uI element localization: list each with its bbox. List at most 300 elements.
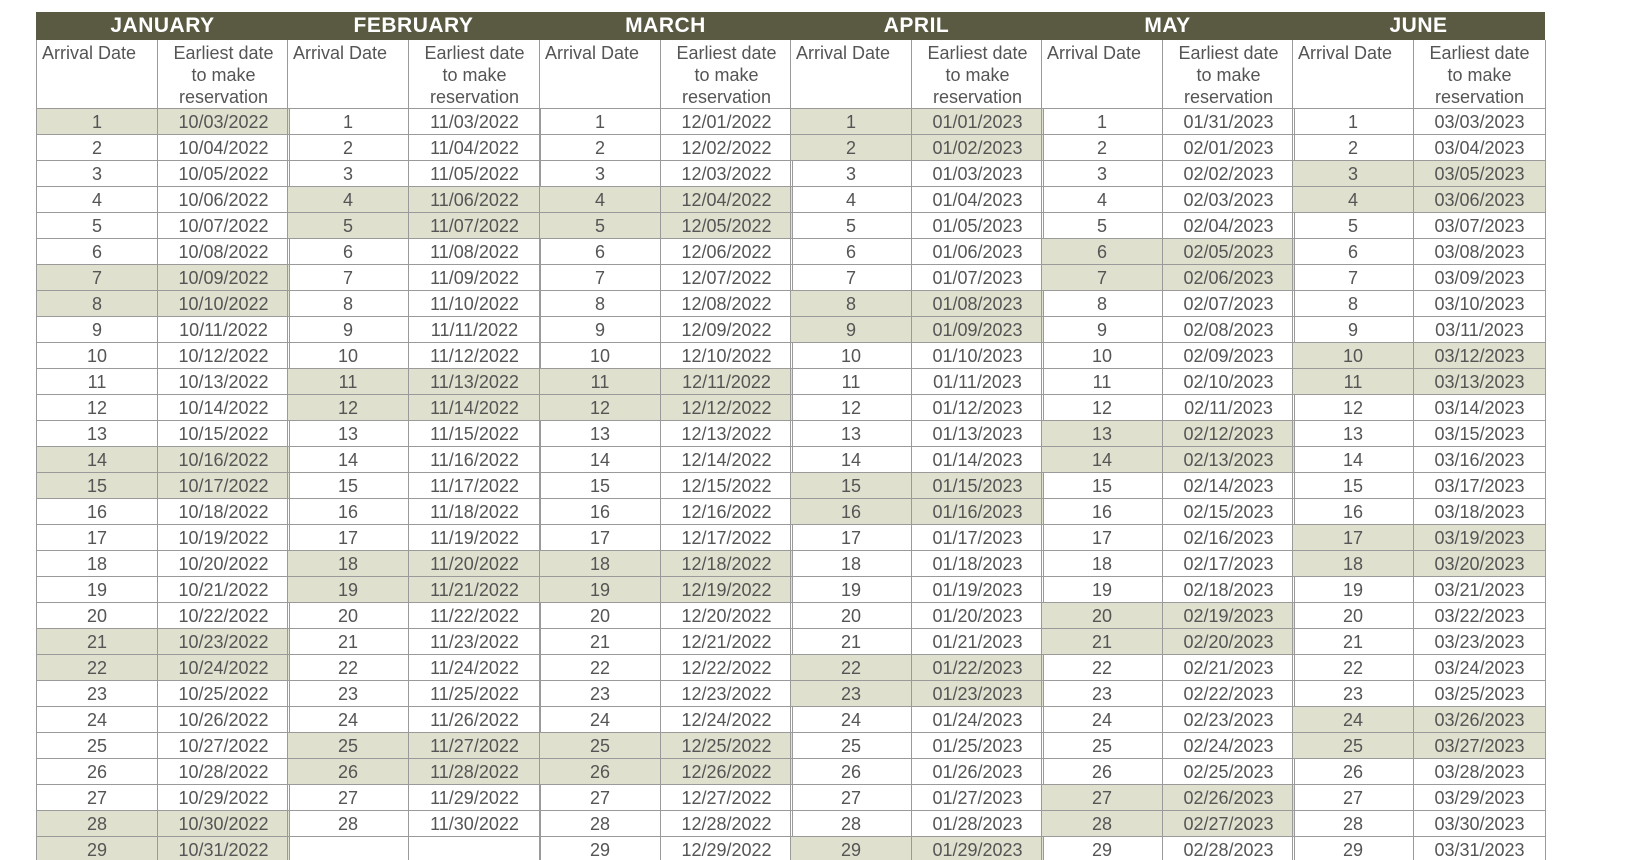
- arrival-day-cell: 19: [1042, 577, 1163, 603]
- earliest-label-line: to make: [694, 65, 759, 85]
- table-row: [1293, 343, 1546, 369]
- arrival-day-cell: 13: [288, 421, 409, 447]
- table-row: [1293, 395, 1546, 421]
- earliest-date-cell: 12/14/2022: [661, 447, 793, 473]
- month-header: FEBRUARY: [287, 12, 540, 40]
- earliest-date-cell: 11/20/2022: [409, 551, 541, 577]
- arrival-day-cell: 27: [37, 785, 158, 811]
- table-row: [791, 837, 1044, 860]
- arrival-day-cell: 7: [540, 265, 661, 291]
- table-row: [288, 109, 541, 135]
- arrival-date-label: Arrival Date: [293, 43, 388, 63]
- earliest-date-cell: 10/17/2022: [158, 473, 290, 499]
- arrival-day-cell: 3: [1042, 161, 1163, 187]
- table-row: [791, 291, 1044, 317]
- arrival-day-cell: 11: [1042, 369, 1163, 395]
- table-row: [791, 343, 1044, 369]
- arrival-day-cell: 12: [288, 395, 409, 421]
- earliest-date-cell: 11/15/2022: [409, 421, 541, 447]
- month-march: [539, 12, 792, 860]
- table-row: [37, 603, 290, 629]
- earliest-date-cell: 01/19/2023: [912, 577, 1044, 603]
- month-february: [287, 12, 540, 860]
- arrival-date-header: [791, 40, 912, 109]
- earliest-date-cell: 12/01/2022: [661, 109, 793, 135]
- month-june: [1292, 12, 1545, 860]
- arrival-day-cell: 29: [1042, 837, 1163, 860]
- table-row: [1293, 525, 1546, 551]
- earliest-date-cell: 12/27/2022: [661, 785, 793, 811]
- table-row: [1042, 577, 1295, 603]
- earliest-date-cell: 03/04/2023: [1414, 135, 1546, 161]
- earliest-date-cell: 01/24/2023: [912, 707, 1044, 733]
- table-row: [1293, 577, 1546, 603]
- earliest-date-cell: 11/04/2022: [409, 135, 541, 161]
- earliest-date-cell: 12/05/2022: [661, 213, 793, 239]
- table-row: [791, 473, 1044, 499]
- table-row: [288, 213, 541, 239]
- arrival-day-cell: 27: [1042, 785, 1163, 811]
- arrival-date-label: Arrival Date: [545, 43, 640, 63]
- table-row: [540, 447, 793, 473]
- arrival-day-cell: 8: [791, 291, 912, 317]
- month-table: [1292, 40, 1546, 860]
- earliest-date-cell: 02/25/2023: [1163, 759, 1295, 785]
- table-row: [288, 473, 541, 499]
- arrival-day-cell: 24: [540, 707, 661, 733]
- table-row: [1042, 759, 1295, 785]
- earliest-date-cell: 03/28/2023: [1414, 759, 1546, 785]
- earliest-date-cell: 01/05/2023: [912, 213, 1044, 239]
- table-row: [37, 473, 290, 499]
- arrival-day-cell: 17: [791, 525, 912, 551]
- earliest-date-cell: 03/18/2023: [1414, 499, 1546, 525]
- arrival-day-cell: 11: [288, 369, 409, 395]
- arrival-day-cell: 14: [540, 447, 661, 473]
- table-row: [791, 577, 1044, 603]
- earliest-date-cell: 02/17/2023: [1163, 551, 1295, 577]
- arrival-day-cell: 19: [1293, 577, 1414, 603]
- earliest-date-cell: 02/20/2023: [1163, 629, 1295, 655]
- table-row: [37, 317, 290, 343]
- column-header-row: [791, 40, 1044, 109]
- arrival-day-cell: 9: [791, 317, 912, 343]
- earliest-date-cell: 10/29/2022: [158, 785, 290, 811]
- arrival-day-cell: 24: [288, 707, 409, 733]
- arrival-day-cell: 9: [288, 317, 409, 343]
- earliest-date-cell: 12/25/2022: [661, 733, 793, 759]
- earliest-date-cell: 02/05/2023: [1163, 239, 1295, 265]
- arrival-date-header: [540, 40, 661, 109]
- table-row: [791, 395, 1044, 421]
- table-row: [37, 707, 290, 733]
- earliest-label-line: reservation: [178, 87, 269, 107]
- arrival-day-cell: 3: [791, 161, 912, 187]
- arrival-day-cell: 26: [540, 759, 661, 785]
- table-row: [540, 109, 793, 135]
- table-row: [1293, 421, 1546, 447]
- arrival-day-cell: 5: [791, 213, 912, 239]
- table-row: [540, 369, 793, 395]
- table-row: [540, 811, 793, 837]
- arrival-day-cell: 27: [1293, 785, 1414, 811]
- month-header: JANUARY: [36, 12, 289, 40]
- arrival-day-cell: 12: [37, 395, 158, 421]
- earliest-date-cell: 01/14/2023: [912, 447, 1044, 473]
- arrival-day-cell: 18: [288, 551, 409, 577]
- arrival-day-cell: 14: [1042, 447, 1163, 473]
- arrival-day-cell: 16: [288, 499, 409, 525]
- table-row: [791, 187, 1044, 213]
- arrival-day-cell: 21: [791, 629, 912, 655]
- earliest-date-cell: 01/22/2023: [912, 655, 1044, 681]
- arrival-day-cell: 12: [791, 395, 912, 421]
- arrival-day-cell: 2: [540, 135, 661, 161]
- arrival-day-cell: 3: [1293, 161, 1414, 187]
- earliest-date-cell: 10/30/2022: [158, 811, 290, 837]
- table-row: [540, 473, 793, 499]
- earliest-date-cell: 03/08/2023: [1414, 239, 1546, 265]
- earliest-date-cell: 03/15/2023: [1414, 421, 1546, 447]
- earliest-label-line: Earliest date: [424, 43, 525, 63]
- month-table: [790, 40, 1044, 860]
- table-row: [288, 577, 541, 603]
- earliest-date-cell: 03/19/2023: [1414, 525, 1546, 551]
- earliest-date-cell: 12/19/2022: [661, 577, 793, 603]
- table-row: [1293, 317, 1546, 343]
- arrival-day-cell: 17: [37, 525, 158, 551]
- earliest-date-cell: 02/16/2023: [1163, 525, 1295, 551]
- earliest-date-cell: 02/13/2023: [1163, 447, 1295, 473]
- earliest-date-cell: 12/29/2022: [661, 837, 793, 860]
- earliest-date-cell: 01/20/2023: [912, 603, 1044, 629]
- arrival-date-label: Arrival Date: [1047, 43, 1142, 63]
- earliest-date-cell: 11/24/2022: [409, 655, 541, 681]
- earliest-date-cell: 12/21/2022: [661, 629, 793, 655]
- table-row: [791, 317, 1044, 343]
- table-row: [540, 577, 793, 603]
- arrival-day-cell: 17: [288, 525, 409, 551]
- table-row: [37, 421, 290, 447]
- table-row: [37, 629, 290, 655]
- arrival-day-cell: 24: [37, 707, 158, 733]
- arrival-day-cell: 8: [37, 291, 158, 317]
- arrival-day-cell: 16: [37, 499, 158, 525]
- table-row: [791, 811, 1044, 837]
- earliest-date-cell: 10/07/2022: [158, 213, 290, 239]
- arrival-date-header: [1042, 40, 1163, 109]
- table-row: [1042, 369, 1295, 395]
- arrival-day-cell: 2: [791, 135, 912, 161]
- earliest-date-cell: 01/09/2023: [912, 317, 1044, 343]
- arrival-day-cell: 27: [791, 785, 912, 811]
- arrival-date-label: Arrival Date: [42, 43, 137, 63]
- table-row: [1042, 837, 1295, 860]
- arrival-day-cell: 28: [1042, 811, 1163, 837]
- earliest-date-cell: 01/10/2023: [912, 343, 1044, 369]
- arrival-day-cell: 16: [1042, 499, 1163, 525]
- table-row: [791, 629, 1044, 655]
- arrival-day-cell: 9: [540, 317, 661, 343]
- table-row: [1293, 707, 1546, 733]
- table-row: [1293, 759, 1546, 785]
- arrival-day-cell: 5: [1042, 213, 1163, 239]
- table-row: [1293, 161, 1546, 187]
- arrival-day-cell: 14: [37, 447, 158, 473]
- table-row: [288, 317, 541, 343]
- earliest-date-cell: 03/21/2023: [1414, 577, 1546, 603]
- arrival-day-cell: 17: [1042, 525, 1163, 551]
- arrival-day-cell: 11: [791, 369, 912, 395]
- earliest-date-cell: 12/15/2022: [661, 473, 793, 499]
- earliest-date-cell: 12/28/2022: [661, 811, 793, 837]
- table-row: [37, 213, 290, 239]
- earliest-date-cell: 11/06/2022: [409, 187, 541, 213]
- earliest-date-cell: 12/02/2022: [661, 135, 793, 161]
- table-row: [288, 291, 541, 317]
- earliest-date-cell: 10/18/2022: [158, 499, 290, 525]
- table-row: [288, 603, 541, 629]
- earliest-date-cell: 03/09/2023: [1414, 265, 1546, 291]
- table-row: [791, 681, 1044, 707]
- arrival-day-cell: 18: [37, 551, 158, 577]
- earliest-date-cell: 01/13/2023: [912, 421, 1044, 447]
- arrival-day-cell: 12: [1042, 395, 1163, 421]
- earliest-date-cell: 03/29/2023: [1414, 785, 1546, 811]
- earliest-date-cell: 03/05/2023: [1414, 161, 1546, 187]
- earliest-date-cell: 03/16/2023: [1414, 447, 1546, 473]
- table-row: [37, 161, 290, 187]
- earliest-date-header: [409, 40, 541, 109]
- earliest-date-cell: 01/23/2023: [912, 681, 1044, 707]
- arrival-day-cell: 23: [288, 681, 409, 707]
- arrival-day-cell: 3: [288, 161, 409, 187]
- earliest-date-cell: 03/11/2023: [1414, 317, 1546, 343]
- earliest-date-cell: 10/22/2022: [158, 603, 290, 629]
- earliest-date-cell: 10/11/2022: [158, 317, 290, 343]
- earliest-date-cell: 01/06/2023: [912, 239, 1044, 265]
- earliest-date-cell: 12/13/2022: [661, 421, 793, 447]
- earliest-date-cell: 01/27/2023: [912, 785, 1044, 811]
- arrival-day-cell: 7: [791, 265, 912, 291]
- arrival-day-cell: 4: [37, 187, 158, 213]
- table-row: [540, 265, 793, 291]
- arrival-day-cell: 29: [791, 837, 912, 860]
- table-row: [288, 655, 541, 681]
- month-april: [790, 12, 1043, 860]
- arrival-day-cell: 23: [1293, 681, 1414, 707]
- arrival-day-cell: 26: [1293, 759, 1414, 785]
- arrival-day-cell: 17: [1293, 525, 1414, 551]
- arrival-day-cell: 1: [540, 109, 661, 135]
- table-row: [1293, 733, 1546, 759]
- earliest-date-cell: 11/11/2022: [409, 317, 541, 343]
- earliest-date-cell: 10/15/2022: [158, 421, 290, 447]
- arrival-day-cell: 4: [1042, 187, 1163, 213]
- arrival-day-cell: 10: [540, 343, 661, 369]
- earliest-date-cell: 02/18/2023: [1163, 577, 1295, 603]
- earliest-date-cell: 01/31/2023: [1163, 109, 1295, 135]
- earliest-date-cell: 03/22/2023: [1414, 603, 1546, 629]
- arrival-day-cell: 26: [1042, 759, 1163, 785]
- earliest-date-header: [158, 40, 290, 109]
- earliest-date-cell: 01/18/2023: [912, 551, 1044, 577]
- table-row: [540, 551, 793, 577]
- arrival-day-cell: 26: [288, 759, 409, 785]
- arrival-day-cell: 2: [1293, 135, 1414, 161]
- earliest-date-cell: 11/23/2022: [409, 629, 541, 655]
- earliest-date-cell: 02/10/2023: [1163, 369, 1295, 395]
- month-header: JUNE: [1292, 12, 1545, 40]
- arrival-day-cell: 20: [37, 603, 158, 629]
- month-table: [36, 40, 290, 860]
- arrival-day-cell: 6: [791, 239, 912, 265]
- arrival-day-cell: 16: [791, 499, 912, 525]
- arrival-day-cell: 20: [540, 603, 661, 629]
- earliest-date-cell: 11/08/2022: [409, 239, 541, 265]
- table-row: [540, 213, 793, 239]
- earliest-date-cell: 03/03/2023: [1414, 109, 1546, 135]
- table-row: [540, 317, 793, 343]
- earliest-date-header: [1414, 40, 1546, 109]
- arrival-day-cell: 6: [37, 239, 158, 265]
- arrival-day-cell: 28: [540, 811, 661, 837]
- arrival-day-cell: 10: [288, 343, 409, 369]
- earliest-date-cell: 10/08/2022: [158, 239, 290, 265]
- earliest-date-cell: 01/07/2023: [912, 265, 1044, 291]
- arrival-day-cell: 4: [540, 187, 661, 213]
- earliest-date-header: [1163, 40, 1295, 109]
- earliest-date-cell: 01/11/2023: [912, 369, 1044, 395]
- table-row: [288, 707, 541, 733]
- arrival-day-cell: 15: [288, 473, 409, 499]
- table-row empty-row: [288, 837, 541, 860]
- table-row: [1042, 421, 1295, 447]
- table-row: [288, 733, 541, 759]
- table-row: [540, 759, 793, 785]
- arrival-day-cell: 5: [37, 213, 158, 239]
- arrival-date-header: [288, 40, 409, 109]
- arrival-day-cell: 22: [37, 655, 158, 681]
- table-row: [1042, 733, 1295, 759]
- table-row: [1293, 681, 1546, 707]
- arrival-day-cell: 25: [1293, 733, 1414, 759]
- table-row: [37, 811, 290, 837]
- earliest-date-cell: 11/05/2022: [409, 161, 541, 187]
- table-row: [1042, 213, 1295, 239]
- arrival-day-cell: 24: [1293, 707, 1414, 733]
- table-row: [288, 369, 541, 395]
- arrival-day-cell: 14: [1293, 447, 1414, 473]
- arrival-day-cell: 11: [1293, 369, 1414, 395]
- arrival-day-cell: 3: [37, 161, 158, 187]
- arrival-day-cell: 8: [1042, 291, 1163, 317]
- arrival-day-cell: 21: [1293, 629, 1414, 655]
- earliest-date-cell: 12/10/2022: [661, 343, 793, 369]
- earliest-date-cell: 11/25/2022: [409, 681, 541, 707]
- earliest-label-line: to make: [945, 65, 1010, 85]
- arrival-day-cell: 29: [1293, 837, 1414, 860]
- arrival-date-label: Arrival Date: [1298, 43, 1393, 63]
- table-row: [37, 109, 290, 135]
- earliest-label-line: to make: [191, 65, 256, 85]
- month-header: MAY: [1041, 12, 1294, 40]
- arrival-day-cell: 23: [37, 681, 158, 707]
- arrival-day-cell: 28: [37, 811, 158, 837]
- table-row: [288, 265, 541, 291]
- earliest-date-cell: 12/26/2022: [661, 759, 793, 785]
- table-row: [1293, 655, 1546, 681]
- arrival-day-cell: 15: [1293, 473, 1414, 499]
- earliest-date-cell: 12/06/2022: [661, 239, 793, 265]
- arrival-day-cell: 18: [1042, 551, 1163, 577]
- earliest-date-cell: 10/13/2022: [158, 369, 290, 395]
- arrival-day-cell: 20: [288, 603, 409, 629]
- arrival-date-label: Arrival Date: [796, 43, 891, 63]
- earliest-date-cell: 03/10/2023: [1414, 291, 1546, 317]
- earliest-date-cell: 10/28/2022: [158, 759, 290, 785]
- table-row: [1042, 187, 1295, 213]
- arrival-day-cell: 26: [791, 759, 912, 785]
- arrival-day-cell: 9: [1293, 317, 1414, 343]
- earliest-date-cell: 02/01/2023: [1163, 135, 1295, 161]
- earliest-label-line: reservation: [681, 87, 772, 107]
- arrival-day-cell: 12: [1293, 395, 1414, 421]
- earliest-date-cell: 11/03/2022: [409, 109, 541, 135]
- table-row: [791, 525, 1044, 551]
- table-row: [37, 681, 290, 707]
- earliest-date-cell: 03/12/2023: [1414, 343, 1546, 369]
- arrival-day-cell: 19: [540, 577, 661, 603]
- table-row: [540, 239, 793, 265]
- table-row: [791, 785, 1044, 811]
- arrival-day-cell: 9: [37, 317, 158, 343]
- table-row: [1042, 785, 1295, 811]
- arrival-day-cell: 11: [37, 369, 158, 395]
- arrival-day-cell: 14: [791, 447, 912, 473]
- earliest-label-line: reservation: [429, 87, 520, 107]
- table-row: [1293, 499, 1546, 525]
- earliest-date-cell: 02/08/2023: [1163, 317, 1295, 343]
- arrival-day-cell: 25: [37, 733, 158, 759]
- earliest-date-cell: 02/11/2023: [1163, 395, 1295, 421]
- earliest-date-cell: 10/26/2022: [158, 707, 290, 733]
- table-row: [540, 421, 793, 447]
- table-row: [540, 343, 793, 369]
- table-row: [1293, 603, 1546, 629]
- table-row: [288, 499, 541, 525]
- arrival-date-header: [1293, 40, 1414, 109]
- earliest-date-cell: 11/18/2022: [409, 499, 541, 525]
- table-row: [288, 525, 541, 551]
- table-row: [1042, 681, 1295, 707]
- table-row: [1293, 213, 1546, 239]
- earliest-date-cell: 02/07/2023: [1163, 291, 1295, 317]
- table-row: [791, 759, 1044, 785]
- table-row: [540, 681, 793, 707]
- earliest-date-cell: 11/21/2022: [409, 577, 541, 603]
- earliest-date-cell: 03/31/2023: [1414, 837, 1546, 860]
- reservation-calendar: [36, 12, 1606, 860]
- earliest-label-line: Earliest date: [173, 43, 274, 63]
- arrival-day-cell: 2: [288, 135, 409, 161]
- table-row: [1293, 109, 1546, 135]
- table-row: [540, 135, 793, 161]
- arrival-day-cell: 24: [791, 707, 912, 733]
- arrival-day-cell: 19: [791, 577, 912, 603]
- arrival-day-cell: 19: [288, 577, 409, 603]
- table-row: [1293, 811, 1546, 837]
